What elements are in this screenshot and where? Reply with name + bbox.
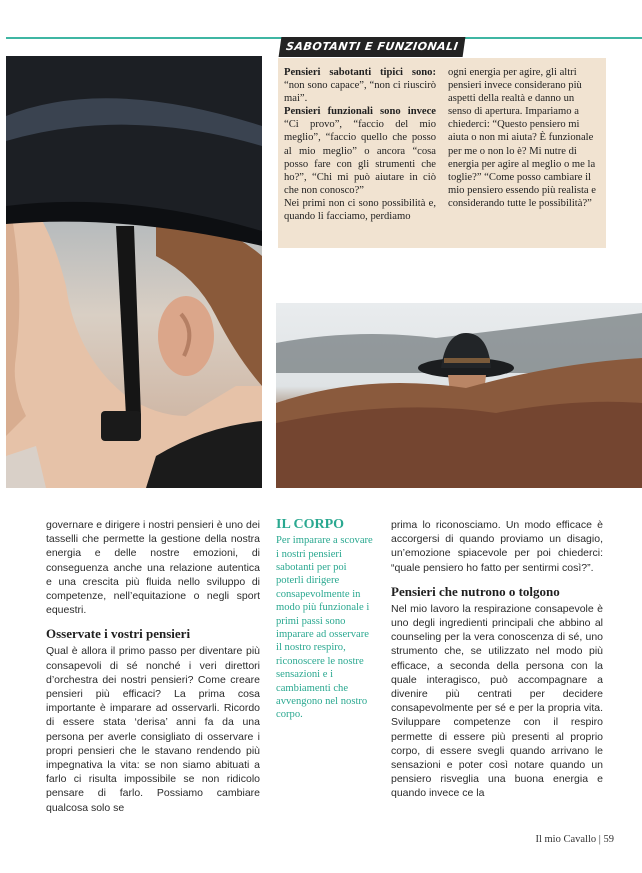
body-paragraph: Nel mio lavoro la respirazione consapevole è uno degli ingredienti principali che abbino al counseling per la vera conoscenza di sé, uno strumento che, se utilizzato nel modo più efficace, a seconda della persona con la quale interagisco, può accompagnare a divenire più centrati per decidere consapevolmente per sé e per la propria vita. Sviluppare competenze con il respiro permette di essere più presenti al proprio corpo, di essere svegli quando arrivano le sensazioni e poter così notare quando un pensiero risveglia una buona energia e quando invece ce la (391, 602, 603, 800)
sidebar-box (278, 58, 606, 248)
photo-cowboy-horse (276, 303, 642, 488)
body-column-3 (391, 518, 603, 801)
sidebar-tag: SABOTANTI E FUNZIONALI (279, 37, 466, 57)
sidebar-paragraph: Pensieri funzionali sono invece “Ci provo”, “faccio del mio meglio”, “faccio quello che posso al mio meglio” o ancora “cosa posso fare con gli strumenti che ho?”, “Chi mi può aiutare in ciò che non conosco?” (284, 106, 436, 196)
body-paragraph: governare e dirigere i nostri pensieri è uno dei tasselli che permette la gestione della nostra energia e delle nostre emozioni, di conseguenza anche una relazione autentica e una crescita più fluida nello sviluppo di competenze, nell’equitazione o negli sport equestri. (46, 519, 260, 617)
magazine-name: Il mio Cavallo (535, 834, 597, 845)
highlight-paragraph: Per imparare a scovare i nostri pensieri sabotanti per poi poterli dirigere consapevolmente in modo più funzionale i primi passi sono imparare ad osservare il nostro respiro, riconoscere le nostre sensazioni e i cambiamenti che avvengono nel nostro corpo. (276, 535, 373, 721)
page-number: 59 (603, 834, 614, 845)
sidebar-column-2: ogni energia per agire, gli altri pensieri invece considerano più aspetti della realtà e danno un senso di apertura. Impariamo a chiederci: “Questo pensiero mi aiuta o non mi aiuta? È funzionale per me o non lo è? Mi nutre di energia per agire al meglio o me la toglie?” “Come posso cambiare il mio pensiero essendo più realista e considerando tutte le possibilità?” (448, 67, 596, 209)
box-heading: IL CORPO (276, 517, 345, 532)
section-heading: Pensieri che nutrono o tolgono (391, 583, 560, 599)
body-column-2 (276, 518, 376, 722)
section-heading: Osservate i vostri pensieri (46, 626, 191, 642)
body-column-1 (46, 518, 260, 815)
body-paragraph: Qual è allora il primo passo per diventare più consapevoli di sé nonché i veri direttori d’orchestra dei nostri pensieri? Come creare pensieri più efficaci? La prima cosa importante è imparare ad osservarli. Ricordo di essere stata ‘derisa’ anni fa da una persona per averle consigliato di osservare i propri pensieri che le stavano rendendo più impegnativa la vita: se non siamo abituati a farlo ci risulta impossibile se non ridicolo pensare di farlo. Possiamo cambiare qualcosa solo se (46, 645, 260, 814)
sidebar-paragraph: Nei primi non ci sono possibilità e, quando li facciamo, perdiamo (284, 197, 436, 223)
photo-rider-helmet (6, 56, 262, 488)
sidebar-column-1 (284, 66, 436, 223)
page-footer: Il mio Cavallo | 59 (535, 834, 614, 845)
body-paragraph: prima lo riconosciamo. Un modo efficace è accorgersi di quando proviamo un disagio, un’emozione spiacevole per poi chiederci: “quale pensiero ho fatto per sentirmi così?”. (391, 519, 603, 574)
sidebar-paragraph: Pensieri sabotanti tipici sono: “non sono capace”, “non ci riuscirò mai”. (284, 67, 436, 105)
